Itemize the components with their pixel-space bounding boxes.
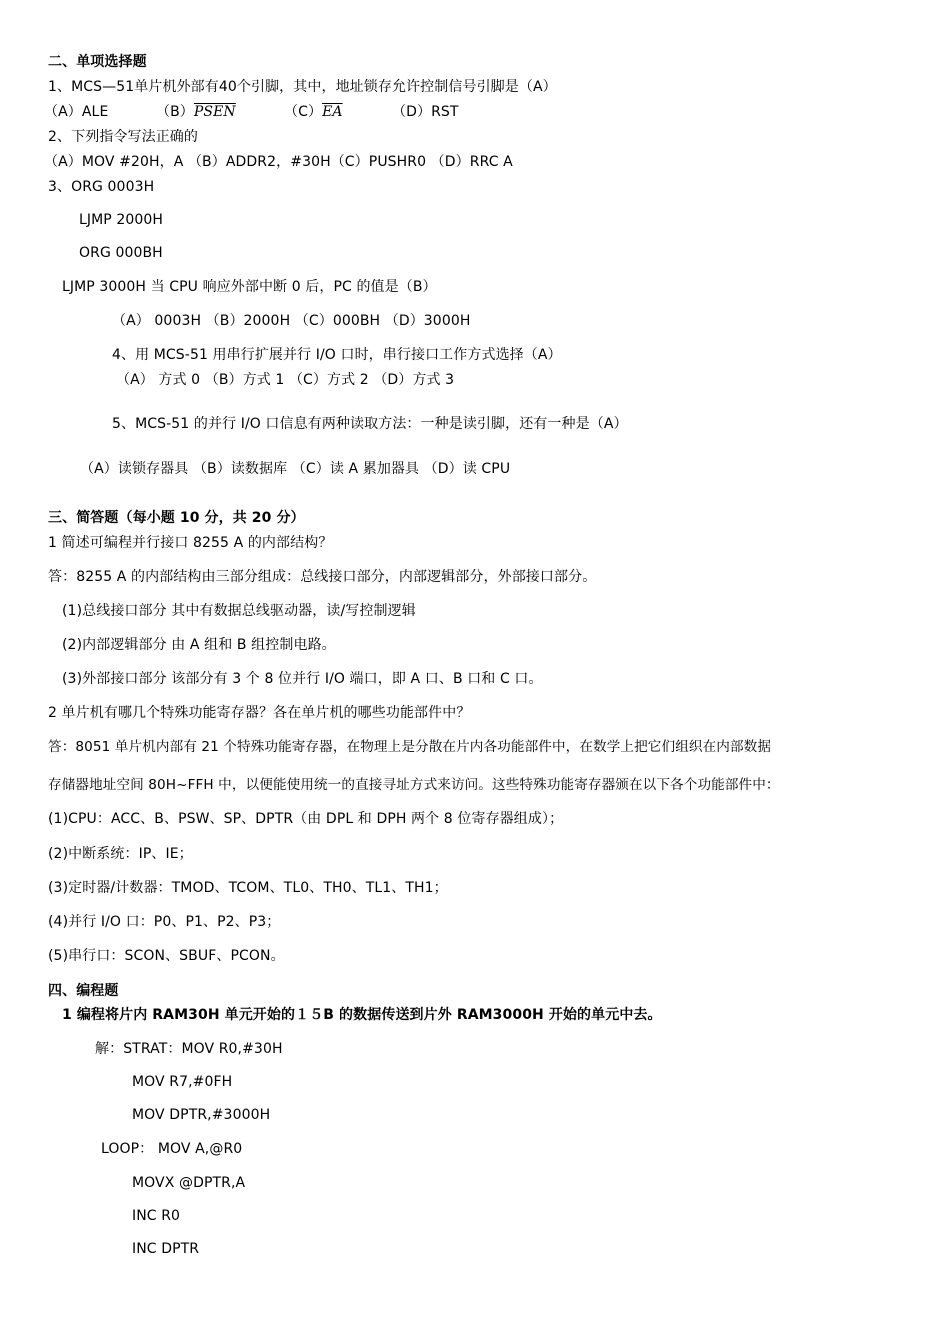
q1-option-d: （D）RST — [392, 104, 459, 120]
section3-heading: 三、简答题（每小题 10 分，共 20 分） — [48, 510, 305, 526]
q3-options: （A） 0003H （B）2000H （C）000BH （D）3000H — [112, 313, 471, 329]
q3-line3: ORG 000BH — [79, 245, 163, 261]
q1-option-a: （A）ALE — [44, 104, 109, 120]
s3-q1-point1: (1)总线接口部分 其中有数据总线驱动器，读/写控制逻辑 — [62, 603, 416, 619]
s3-q1-answer: 答：8255 A 的内部结构由三部分组成：总线接口部分，内部逻辑部分，外部接口部分。 — [48, 569, 597, 585]
section4-heading: 四、编程题 — [48, 983, 119, 999]
q5-stem: 5、MCS-51 的并行 I/O 口信息有两种读取方法：一种是读引脚，还有一种是（A） — [112, 416, 628, 432]
q4-stem: 4、用 MCS-51 用串行扩展并行 I/O 口时，串行接口工作方式选择（A） — [112, 347, 562, 363]
code-line-6: INC R0 — [132, 1208, 181, 1224]
s3-q2-point1: (1)CPU：ACC、B、PSW、SP、DPTR（由 DPL 和 DPH 两个 8 位寄存器组成）； — [48, 811, 564, 827]
code-line-1: 解：STRAT：MOV R0,#30H — [95, 1041, 283, 1057]
s3-q2-question: 2 单片机有哪几个特殊功能寄存器？各在单片机的哪些功能部件中？ — [48, 705, 471, 721]
q3-line2: LJMP 2000H — [79, 212, 164, 228]
q1-stem: 1、MCS—51单片机外部有40个引脚，其中，地址锁存允许控制信号引脚是（A） — [48, 79, 557, 95]
code-line-7: INC DPTR — [132, 1241, 200, 1257]
q5-options: （A）读锁存器具 （B）读数据库 （C）读 A 累加器具 （D）读 CPU — [80, 461, 511, 477]
q2-stem: 2、下列指令写法正确的 — [48, 129, 199, 145]
q3-line1: 3、ORG 0003H — [48, 179, 155, 195]
s3-q2-point4: (4)并行 I/O 口：P0、P1、P2、P3； — [48, 914, 281, 930]
code-line-2: MOV R7,#0FH — [132, 1074, 233, 1090]
q1-option-b-label: （B） — [156, 104, 194, 120]
s3-q2-point3: (3)定时器/计数器：TMOD、TCOM、TL0、TH0、TL1、TH1； — [48, 880, 448, 896]
s3-q1-point3: (3)外部接口部分 该部分有 3 个 8 位并行 I/O 端口，即 A 口、B 口和 C 口。 — [62, 671, 543, 687]
s3-q2-point5: (5)串行口：SCON、SBUF、PCON。 — [48, 948, 285, 964]
s3-q2-answer-line1: 答：8051 单片机内部有 21 个特殊功能寄存器，在物理上是分散在片内各功能部件中，在数学上把它们组织在内部数据 — [48, 739, 772, 755]
q1-options — [44, 103, 459, 121]
s3-q2-answer-line2: 存储器地址空间 80H~FFH 中，以便能使用统一的直接寻址方式来访问。这些特殊功能寄存器颁在以下各个功能部件中： — [48, 777, 780, 793]
code-line-4: LOOP： MOV A,@R0 — [101, 1141, 243, 1157]
q4-options: （A） 方式 0 （B）方式 1 （C）方式 2 （D）方式 3 — [116, 372, 455, 388]
q3-line4: LJMP 3000H 当 CPU 响应外部中断 0 后，PC 的值是（B） — [62, 279, 437, 295]
q1-option-c-label: （C） — [284, 104, 323, 120]
s3-q1-question: 1 简述可编程并行接口 8255 A 的内部结构？ — [48, 535, 333, 551]
psen-signal: PSEN — [193, 104, 236, 120]
q1-option-b — [156, 103, 284, 121]
q1-option-c — [284, 103, 392, 121]
q2-options: （A）MOV #20H，A （B）ADDR2，#30H（C）PUSHR0 （D）RRC A — [44, 154, 513, 170]
section2-heading: 二、单项选择题 — [48, 54, 147, 70]
s4-q1-question: 1 编程将片内 RAM30H 单元开始的１５B 的数据传送到片外 RAM3000H 开始的单元中去。 — [62, 1007, 662, 1023]
s3-q1-point2: (2)内部逻辑部分 由 A 组和 B 组控制电路。 — [62, 637, 336, 653]
code-line-5: MOVX @DPTR,A — [132, 1175, 246, 1191]
code-line-3: MOV DPTR,#3000H — [132, 1107, 271, 1123]
s3-q2-point2: (2)中断系统：IP、IE； — [48, 846, 193, 862]
ea-signal: $\overline{EA}$ — [322, 104, 343, 120]
